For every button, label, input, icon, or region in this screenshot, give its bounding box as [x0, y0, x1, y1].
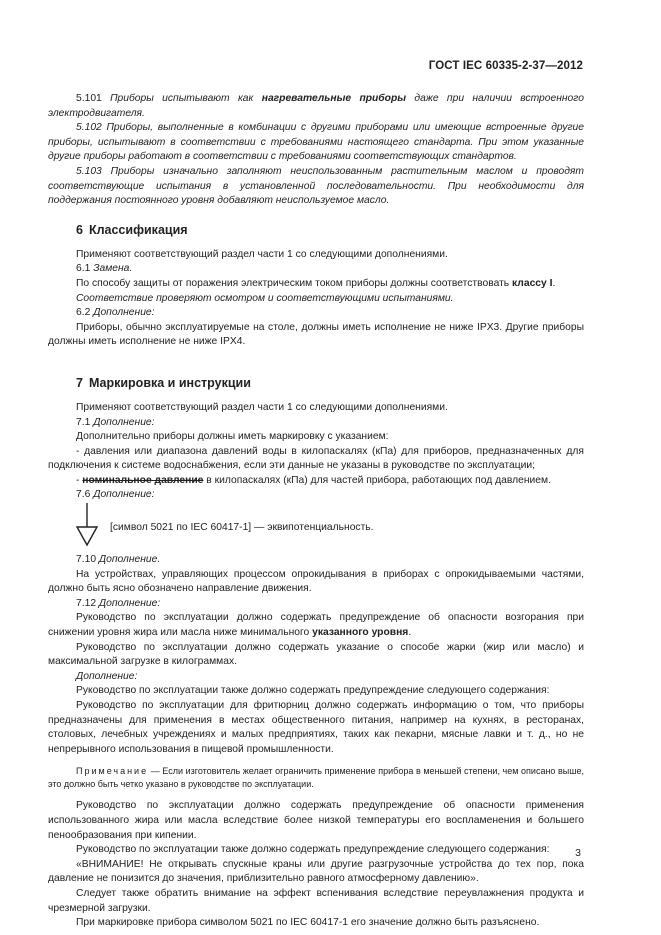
- section-6-title: [76, 223, 584, 237]
- clause-type: Дополнение:: [93, 489, 155, 501]
- class-designation: классу I: [512, 277, 553, 289]
- clause-6-2-text: Приборы, обычно эксплуатируемые на столе, должны иметь исполнение не ниже IPX3. Другие приборы должны иметь исполнение не ниже IPX4.: [48, 321, 584, 348]
- document-header: ГОСТ IEC 60335-2-37—2012: [428, 60, 583, 72]
- clause-7-12-para: Руководство по эксплуатации также должно содержать предупреждение следующего содержания:: [76, 844, 550, 856]
- page-number: 3: [575, 847, 581, 859]
- warning-text: «ВНИМАНИЕ! Не открывать спускные краны или другие разгрузочные устройства до тех пор, пока давление не понизится до значения, приблизительно равного атмосферному давлению».: [48, 858, 584, 885]
- clause-7-12-para: Руководство по эксплуатации для фритюрниц должно содержать информацию о том, что приборы предназначены для применения в местах общественного питания, например на кухнях, в ресторанах, столовых, лечебных учреждениях и малых предприятиях, таких как пекарни, мясные лавки и т. д., но не непрерывного использования в пищевой промышленности.: [48, 700, 584, 755]
- clause-7-1-text: Дополнительно приборы должны иметь маркировку с указанием:: [76, 431, 389, 443]
- clause-text: Приборы испытывают как: [110, 93, 262, 104]
- clause-number: 5.101: [76, 93, 111, 104]
- clause-5-101: [48, 92, 584, 121]
- period: .: [408, 627, 412, 639]
- clause-number: 7.12: [76, 597, 99, 609]
- section-name: Классификация: [88, 222, 188, 237]
- clause-text: По способу защиты от поражения электрическим током приборы должны соответствовать: [76, 277, 513, 289]
- clause-text-end: даже при наличии встроенного электродвигателя.: [48, 93, 584, 119]
- clause-type: Замена.: [93, 263, 133, 275]
- clause-number: 6.2: [76, 307, 94, 319]
- note-label: Примечание: [76, 766, 149, 777]
- clause-7-6: [48, 488, 584, 503]
- note-text: — Если изготовитель желает ограничить применение прибора в меньшей степени, чем описано выше, это должно быть четко указано в руководстве по эксплуатации.: [48, 766, 584, 790]
- note: [48, 765, 584, 791]
- clause-7-12: [48, 597, 584, 612]
- clause-7-12-para: При маркировке прибора символом 5021 по IEC 60417-1 его значение должно быть разъяснено.: [76, 917, 540, 929]
- clause-number: 7.1: [76, 416, 94, 428]
- clause-7-12-para: Руководство по эксплуатации должно содержать указание о способе жарки (жир или масло) и максимальной загрузке в килограммах.: [48, 641, 584, 668]
- clause-6-1: [48, 262, 584, 277]
- section-number: 7: [76, 375, 83, 390]
- clause-type: Дополнение.: [98, 554, 161, 566]
- section-7-intro: Применяют соответствующий раздел части 1 со следующими дополнениями.: [76, 401, 448, 413]
- clause-7-12-para: [48, 611, 584, 640]
- period: .: [552, 277, 556, 289]
- clause-emphasis: нагревательные приборы: [261, 93, 407, 104]
- clause-7-12-para: Следует также обратить внимание на эффект вспенивания вследствие переувлажнения продукта и чрезмерной загрузки.: [48, 887, 584, 914]
- section-name: Маркировка и инструкции: [88, 375, 251, 390]
- clause-number: 6.1: [76, 263, 94, 275]
- section-6-intro: Применяют соответствующий раздел части 1 со следующими дополнениями.: [76, 248, 448, 260]
- clause-7-12-para: Руководство по эксплуатации должно содержать предупреждение об опасности применения использованного жира или масла вследствие более низкой температуры его воспламенения и большего пенообразования при кипении.: [48, 800, 584, 841]
- clause-6-1-check: Соответствие проверяют осмотром и соответствующими испытаниями.: [76, 292, 454, 304]
- list-dash: -: [76, 474, 83, 486]
- list-text: в килопаскалях (кПа) для частей прибора, работающих под давлением.: [203, 474, 551, 486]
- clause-text: Руководство по эксплуатации должно содержать предупреждение об опасности возгорания при снижении уровня жира или масла ниже минимального: [48, 612, 584, 639]
- clause-7-1: [48, 416, 584, 431]
- clause-7-10-text: На устройствах, управляющих процессом опрокидывания в приборах с опрокидываемыми частями, должно быть ясно обозначено направление движения.: [48, 568, 584, 595]
- clause-6-1-text: [48, 277, 584, 292]
- page-content: [48, 92, 584, 931]
- addition-label: Дополнение:: [76, 670, 138, 682]
- clause-emphasis: указанного уровня: [312, 627, 409, 639]
- list-item: [48, 474, 584, 489]
- clause-5-103: 5.103 Приборы изначально заполняют неиспользованным растительным маслом и проводят соответствующие испытания в установленной последовательности. При необходимости для поддержания постоянного уровня добавляют неиспользуемое масло.: [48, 165, 584, 207]
- clause-number: 7.10: [76, 554, 99, 566]
- section-number: 6: [76, 222, 83, 237]
- clause-number: 7.6: [76, 489, 94, 501]
- clause-type: Дополнение:: [93, 416, 155, 428]
- clause-type: Дополнение:: [93, 307, 155, 319]
- equipotential-icon: [76, 503, 98, 549]
- list-item: - давления или диапазона давлений воды в килопаскалях (кПа) для приборов, предназначенных для подключения к системе водоснабжения, если эти данные не указаны в руководстве по эксплуатации;: [48, 445, 584, 472]
- clause-7-12-para: Руководство по эксплуатации также должно содержать предупреждение следующего содержания:: [76, 685, 550, 697]
- clause-5-102: 5.102 Приборы, выполненные в комбинации с другими приборами или имеющие встроенные другие приборы, испытывают в соответствии с требованиями настоящего стандарта. При этом указанные другие приборы работают в соответствии с требованиями соответствующих стандартов.: [48, 122, 584, 163]
- clause-6-2: [48, 306, 584, 321]
- symbol-description: [символ 5021 по IEC 60417-1] — эквипотенциальность.: [110, 522, 374, 534]
- clause-type: Дополнение:: [98, 597, 161, 609]
- equipotential-symbol-row: [76, 503, 584, 551]
- struck-term: номинальное давление: [82, 474, 204, 486]
- clause-7-10: [48, 553, 584, 568]
- section-7-title: [76, 376, 584, 390]
